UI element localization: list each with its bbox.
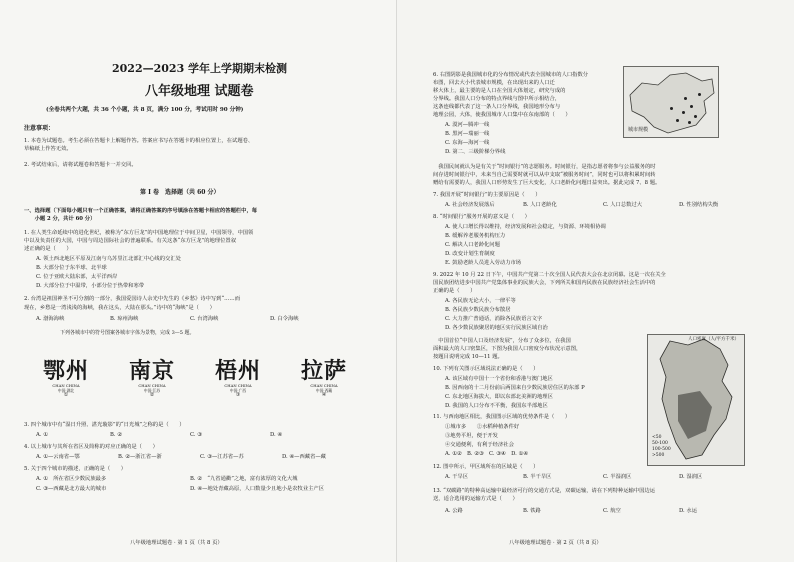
city-caption: CHAN CHINA 中国·江苏 <box>138 383 166 393</box>
option[interactable]: D. 湿润区 <box>679 474 703 480</box>
notes-title: 注意事项： <box>24 125 55 132</box>
question-6: 地理公园，大体，使我国城市人口集中在东南部的（ ） <box>433 112 571 118</box>
city-dot <box>670 107 673 110</box>
passage-population: 中国首位“中国人口及经济发展”，分布了众多位，在我国 <box>433 338 571 344</box>
question-8: 8. “时间银行”服务开展的意义是（ ） <box>433 214 530 220</box>
map-legend-title: 人口密度（人/平方千米） <box>688 337 740 342</box>
part1-title: 第 Ⅰ 卷 选择题（共 60 分） <box>140 189 220 196</box>
option[interactable]: B. ②—浙江省—浙 <box>118 454 162 460</box>
city-glyph: 南京 <box>128 358 175 384</box>
question-1: 1. 在人类生命延续中的进化世纪，被称为“东方巨龙”的中国地理位于中间卫星，中国领导，中国领 <box>24 230 254 236</box>
city-number: ④ <box>321 392 327 398</box>
legend-item: >500 <box>652 453 665 458</box>
exam-instructions: (全卷共两个大题，共 36 个小题，共 8 页，满分 100 分，考试用时 90 分钟) <box>46 107 244 113</box>
option[interactable]: B. ② <box>110 432 123 438</box>
option[interactable]: B. 各民族少数民族分布散居 <box>445 307 511 313</box>
option[interactable]: C. 大力推广普通话，消除各民族语言文字 <box>445 316 543 322</box>
option[interactable]: A. 干旱区 <box>445 474 469 480</box>
option[interactable]: A. ① <box>36 432 48 438</box>
question-6: 分界线。我国人口分布的特点界线与图中所示相结合， <box>433 96 561 102</box>
question-11: 11. 与西南地区相比，我国图示区域的优势条件是（ ） <box>433 414 571 420</box>
option[interactable]: ①城市多 ②水稻种植条件好 <box>445 424 520 430</box>
question-4: 4. 以上城市与其所在省区及简称的对应正确的是（ ） <box>24 444 158 450</box>
option[interactable]: C. 半湿润区 <box>603 474 632 480</box>
option[interactable]: E. 鼓励老龄人员进入劳动力市场 <box>445 260 522 266</box>
passage-time-bank: 间存进时间银行中，未来当自己需要时就可以从中支取“被服务时间”，同时也可以将积累时间转 <box>433 172 656 178</box>
option[interactable]: A. 领土西北地区平原及江南与乌苏里江北部汇中心线的交汇处 <box>36 256 181 262</box>
question-10: 10. 下列有关图示区域说法正确的是（ ） <box>433 366 539 372</box>
question-2: 现在，乡愁是一湾浅浅的海峡，我在这头，大陆在那头。”诗中的“海峡”是（ ） <box>24 305 215 311</box>
city-tile <box>288 358 360 414</box>
option[interactable]: B. 缓解养老服务机构压力 <box>445 233 506 239</box>
exam-subtitle: 八年级地理 试题卷 <box>145 84 254 99</box>
option[interactable]: B. 因西南的十二月份前后两国来自少数民族居住区的东部 P <box>445 385 585 391</box>
legend-item: 50-100 <box>652 441 668 446</box>
question-5: 5. 关于四个城市的描述，正确的是（ ） <box>24 466 127 472</box>
option[interactable]: A. ①② B. ②③ C. ③④ D. ①④ <box>445 451 528 457</box>
option[interactable]: B. 铁路 <box>523 508 541 514</box>
question-9: 正确的是（ ） <box>433 288 476 294</box>
option[interactable]: D. ④—西藏省—藏 <box>282 454 326 460</box>
city-number: ② <box>149 392 155 398</box>
question-6: 布图，回去大小代表城市规模，在出现出来的人口迁 <box>433 80 555 86</box>
passage-time-bank: 我国民间就认为是有关于“时间银行”的志愿服务。时间银行，是指志愿者将参与公益服务的时 <box>433 164 656 170</box>
option[interactable]: D. 第二、三级阶梯分界线 <box>445 149 506 155</box>
question-9: 9. 2022 年 10 月 22 日下午，中国共产党第二十次全国人民代表大会在北京闭幕。这是一次在关全 <box>433 272 666 278</box>
legend-item: <50 <box>652 435 662 440</box>
question-13: 13. “双碳路”的特种高运输中最经济可行的交通方式是，双碳运输，请在下列特种运输中国边运 <box>433 488 656 494</box>
map-legend-label: 城市规模 <box>628 127 649 133</box>
option[interactable]: B. 大部分位于东半球、北半球 <box>36 265 107 271</box>
page-footer: 八年级地理试题卷 · 第 1 页（共 8 页） <box>130 540 223 546</box>
option[interactable]: C. 解决人口老龄化问题 <box>445 242 500 248</box>
legend-item: 100-500 <box>652 447 671 452</box>
city-dot <box>684 97 687 100</box>
option[interactable]: A. 渤海海峡 <box>36 316 65 322</box>
option[interactable]: B. 半干旱区 <box>523 474 552 480</box>
city-font-tiles <box>30 358 360 414</box>
option[interactable]: C. ③ <box>190 432 202 438</box>
city-dot <box>690 105 693 108</box>
option[interactable]: C. 航空 <box>603 508 621 514</box>
question-2: 2. 台湾是祖国神圣不可分割的一部分，我国爱国诗人余光中先生的《乡愁》诗中写到“……而 <box>24 296 241 302</box>
question-1: 中以及负责任的大国，中国与周边国际社会的普遍联系。有关这条“东方巨龙”的地理位置叙 <box>24 238 236 244</box>
option[interactable]: C. 台湾海峡 <box>190 316 219 322</box>
section1-heading: 小题 2 分，共计 60 分） <box>24 216 96 222</box>
city-caption: CHAN CHINA 中国·湖北 <box>52 383 80 393</box>
city-glyph: 拉萨 <box>300 358 347 384</box>
city-dot <box>698 93 701 96</box>
question-1: 述正确的是（ ） <box>24 246 72 252</box>
option[interactable]: A. 社会经济发展落后 <box>445 202 495 208</box>
option[interactable]: ③地势平坦，便于开发 <box>445 433 498 439</box>
passage-population: 按题目说明完成 10—11 题。 <box>433 354 503 360</box>
city-tile <box>202 358 274 414</box>
city-dot <box>688 121 691 124</box>
option[interactable]: B. ② “九省通衢”之地，富有浓厚的文化大城 <box>190 476 298 482</box>
population-density-map <box>647 334 745 466</box>
city-tile <box>30 358 102 414</box>
option[interactable]: C. ③—西藏是北方最大的城市 <box>36 486 107 492</box>
question-6: 这条连线都代表了这一条人口分界线，我国地形分布与 <box>433 104 561 110</box>
option[interactable]: D. 改变计划生育制度 <box>445 251 495 257</box>
question-12: 12. 图中所示，甲区域所在的区域是（ ） <box>433 464 539 470</box>
option[interactable]: D. 水运 <box>679 508 698 514</box>
section1-heading: 一、选择题（下面每小题只有一个正确答案，请将正确答案的序号填涂在答题卡相应的答题栏中，每 <box>24 208 258 214</box>
passage-time-bank: 赠给有需要的人，我国人口形势发生了巨大变化，人口老龄化问题日益突出。据此完成 7、8 题。 <box>433 180 661 186</box>
note-line: 草稿纸上作答无效。 <box>24 146 72 152</box>
question-6: 移大体上，最主要的是人口在全国大体划定，研究与成的 <box>433 88 566 94</box>
option[interactable]: A. ①—云南省—鄂 <box>36 454 80 460</box>
question-7: 7. 我国开展“时间银行”的主要原因是（ ） <box>433 192 541 198</box>
city-number: ③ <box>235 392 241 398</box>
option[interactable]: D. ④ <box>270 432 283 438</box>
option[interactable]: B. 黑河—瑞丽一线 <box>445 131 490 137</box>
option[interactable]: A. ① 所在省区少数民族最多 <box>36 476 107 482</box>
option[interactable]: D. ④—地处青藏高原，人口数量少且地小是农牧业主产区 <box>190 486 325 492</box>
city-tile <box>116 358 188 414</box>
option[interactable]: B. 琼州海峡 <box>110 316 139 322</box>
city-dot <box>682 111 685 114</box>
city-number: ① <box>63 392 69 398</box>
city-caption: CHAN CHINA 中国·广西 <box>224 383 252 393</box>
option[interactable]: C. 东北地区海拔大，即以东部北美洲的地理区 <box>445 394 553 400</box>
option[interactable]: D. 各少数民族聚居的地区实行民族区域自治 <box>445 325 548 331</box>
option[interactable]: ④交通便利，有利于经济社会 <box>445 442 514 448</box>
option[interactable]: D. 大部分位于中温带，小部分位于热带和寒带 <box>36 283 145 289</box>
city-glyph: 鄂州 <box>42 358 89 384</box>
question-3: 3. 四个城市中有“湿日升照、湛光璇影”的“日光城”之称的是（ ） <box>24 422 185 428</box>
tiles-intro: 下列各城市中的符号图案各城市字体为景物，完成 3—5 题。 <box>60 330 195 336</box>
question-6: 6. 右图阴影是我国城市化的分布情况或代表全国城市的人口指数分 <box>433 72 589 78</box>
page-footer: 八年级地理试题卷 · 第 2 页（共 8 页） <box>509 540 602 546</box>
city-dot <box>676 119 679 122</box>
option[interactable]: C. ③—江苏省—苏 <box>200 454 244 460</box>
passage-population: 面积最大的人口密集区，下图为我国人口密度分布状况示意图， <box>433 346 582 352</box>
note-line: 2. 考试结束后，请将试题卷和答题卡一并交回。 <box>24 162 137 168</box>
option[interactable]: A. 该区域有中国十一个省份和香港与澳门地区 <box>445 376 553 382</box>
option[interactable]: A. 公路 <box>445 508 463 514</box>
option[interactable]: D. 我国的人口分布不平衡，我国东半部地区 <box>445 403 548 409</box>
option[interactable]: D. 性别结构失衡 <box>679 202 719 208</box>
option[interactable]: A. 各民族无论大小，一律平等 <box>445 298 516 304</box>
question-9: 国民族团结进步中国共产党集体事业的民族大会，下列所关和国内民族在民族经济社会生活中的 <box>433 280 656 286</box>
option[interactable]: D. 白令海峡 <box>270 316 299 322</box>
option[interactable]: C. 位于亚欧大陆东部，太平洋西岸 <box>36 274 118 280</box>
option[interactable]: A. 使人口增长得以维持，经济发展和社会稳定，与资源、环境相协调 <box>445 224 606 230</box>
question-13: 送，适合选用的运输方式是（ ） <box>433 496 518 502</box>
city-caption: CHAN CHINA 中国·西藏 <box>310 383 338 393</box>
option[interactable]: A. 漠河—腾冲一线 <box>445 122 490 128</box>
exam-title: 2022—2023 学年上学期期末检测 <box>112 62 288 75</box>
city-glyph: 梧州 <box>214 358 261 384</box>
note-line: 1. 本卷为试题卷。考生必须在答题卡上解题作答。答案应书写在答题卡的相应位置上，在试题卷、 <box>24 138 254 144</box>
option[interactable]: B. 人口老龄化 <box>523 202 557 208</box>
china-city-map <box>623 66 719 138</box>
option[interactable]: C. 人口总数过大 <box>603 202 643 208</box>
exam-page-right <box>397 0 794 562</box>
city-dot <box>694 115 697 118</box>
option[interactable]: C. 东海—海河一线 <box>445 140 490 146</box>
